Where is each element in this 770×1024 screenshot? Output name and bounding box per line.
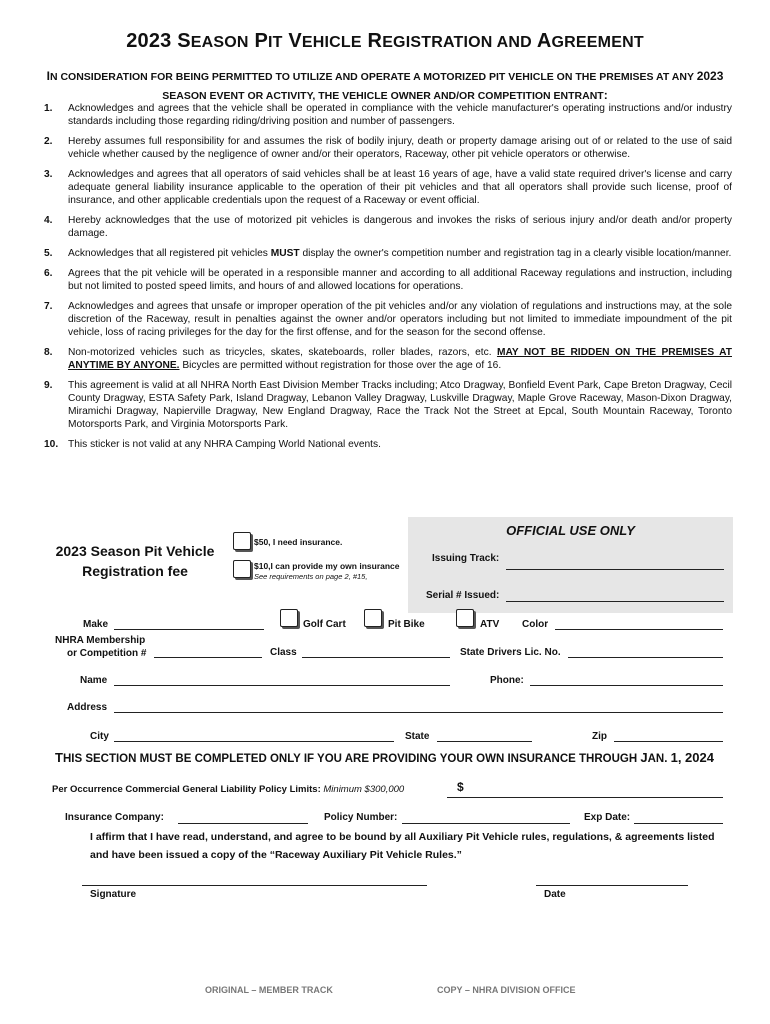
- agreement-item-emphasis: MAY NOT BE RIDDEN ON THE PREMISES AT ANYTIME BY ANYONE.: [68, 347, 732, 371]
- signature-field[interactable]: [82, 885, 427, 886]
- agreement-item-text: Agrees that the pit vehicle will be operated in a responsible manner and according to all additional Raceway regulations and instruction, including but not limited to posted speed limits, and hours of and allowed locations for operations.: [68, 268, 732, 292]
- agreement-item: [20, 168, 732, 207]
- golf-cart-label: Golf Cart: [303, 619, 346, 630]
- agreement-item: [20, 300, 732, 339]
- state-license-field[interactable]: [568, 657, 723, 658]
- policy-limits-label: [52, 784, 404, 795]
- agreement-item-number: 5.: [44, 248, 53, 259]
- agreement-item-text: Acknowledges and agrees that the vehicle shall be operated in compliance with the vehicle manufacturer's operating instructions and/or industry standards including those regarding riding/driving position and number of passengers.: [68, 103, 732, 127]
- agreement-item-text-part: Non-motorized vehicles such as tricycles, skates, skateboards, roller blades, razors, etc.: [68, 347, 497, 358]
- insurance-company-field[interactable]: [178, 823, 308, 824]
- date-field[interactable]: [536, 885, 688, 886]
- fee-option-10-label: $10,I can provide my own insurance: [254, 561, 400, 571]
- signature-label: Signature: [90, 889, 137, 900]
- agreement-item-text-part: Bicycles are permitted without registration for those over the age of 16.: [179, 360, 502, 371]
- state-label: State: [405, 731, 430, 742]
- agreement-item-number: 10.: [44, 439, 59, 450]
- pit-bike-checkbox[interactable]: [364, 609, 382, 627]
- agreement-item-text: [68, 247, 732, 260]
- fee-option-10-note: See requirements on page 2, #15,: [254, 572, 368, 581]
- agreement-item-text: [68, 346, 732, 372]
- city-field[interactable]: [114, 741, 394, 742]
- atv-label: ATV: [480, 619, 500, 630]
- nhra-membership-line2: or Competition #: [67, 648, 147, 659]
- class-field[interactable]: [302, 657, 450, 658]
- agreement-item: [20, 379, 732, 431]
- name-field[interactable]: [114, 685, 450, 686]
- agreement-item-number: 8.: [44, 347, 53, 358]
- phone-label: Phone:: [490, 675, 524, 686]
- nhra-membership-line1: NHRA Membership: [55, 635, 146, 646]
- official-use-box: [408, 517, 733, 613]
- agreement-item-number: 9.: [44, 380, 53, 391]
- affirmation-text: I affirm that I have read, understand, and agree to be bound by all Auxiliary Pit Vehicle rules, regulations, & agreements listed and have been issued a copy of the “Raceway Auxiliary Pit Vehicle Rules.”: [90, 831, 715, 861]
- make-field[interactable]: [114, 629, 264, 630]
- agreement-item-text-part: Acknowledges that all registered pit vehicles: [68, 248, 271, 259]
- agreement-item-number: 1.: [44, 103, 53, 114]
- agreement-item-number: 7.: [44, 301, 53, 312]
- insurance-50-checkbox[interactable]: [233, 532, 251, 550]
- state-license-label: State Drivers Lic. No.: [460, 647, 561, 658]
- fee-title-line2: Registration fee: [82, 563, 188, 579]
- exp-date-label: Exp Date:: [584, 812, 631, 823]
- zip-label: Zip: [592, 731, 607, 742]
- agreement-item: [20, 267, 732, 293]
- atv-checkbox[interactable]: [456, 609, 474, 627]
- issuing-track-field[interactable]: [506, 569, 724, 570]
- policy-minimum-text: Minimum $300,000: [323, 784, 405, 795]
- color-field[interactable]: [555, 629, 723, 630]
- serial-issued-field[interactable]: [506, 601, 724, 602]
- insurance-10-checkbox[interactable]: [233, 560, 251, 578]
- agreement-item: [20, 214, 732, 240]
- zip-field[interactable]: [614, 741, 723, 742]
- pit-bike-label: Pit Bike: [388, 619, 425, 630]
- agreement-item-text: Acknowledges and agrees that all operators of said vehicles shall be at least 16 years of age, have a valid state required driver's license and carry adequate general liability insurance applicable to the operation of their pit vehicles and that all operators shall provide such license, proof of insurance, and other applicable credentials upon the request of a Raceway or event official.: [68, 169, 732, 206]
- agreement-item: [20, 102, 732, 128]
- insurance-section-heading: THIS SECTION MUST BE COMPLETED ONLY IF YOU ARE PROVIDING YOUR OWN INSURANCE THROUGH JAN. 1, 2024: [55, 750, 714, 765]
- agreement-item-text: Hereby acknowledges that the use of motorized pit vehicles is dangerous and invokes the risks of serious injury and/or death and/or property damage.: [68, 215, 732, 239]
- policy-limits-field[interactable]: [447, 797, 723, 798]
- date-label: Date: [544, 889, 566, 900]
- official-use-heading: OFFICIAL USE ONLY: [506, 523, 635, 538]
- agreement-item: [20, 438, 732, 451]
- agreement-item-number: 3.: [44, 169, 53, 180]
- footer-copy: COPY – NHRA DIVISION OFFICE: [437, 985, 576, 995]
- fee-title-line1: 2023 Season Pit Vehicle: [55, 543, 215, 559]
- intro-paragraph: IN CONSIDERATION FOR BEING PERMITTED TO UTILIZE AND OPERATE A MOTORIZED PIT VEHICLE ON THE PREMISES AT ANY 2023 SEASON EVENT OR ACTIVITY, THE VEHICLE OWNER AND/OR COMPETITION ENTRANT:: [46, 69, 724, 102]
- address-label: Address: [67, 702, 108, 713]
- address-field[interactable]: [114, 712, 723, 713]
- golf-cart-checkbox[interactable]: [280, 609, 298, 627]
- agreement-item-number: 6.: [44, 268, 53, 279]
- serial-issued-label: Serial # Issued:: [426, 590, 500, 601]
- agreement-item-number: 4.: [44, 215, 53, 226]
- page-title: 2023 SEASON PIT VEHICLE REGISTRATION AND AGREEMENT: [126, 30, 644, 52]
- dollar-sign: $: [457, 780, 464, 794]
- agreement-item-text: Hereby assumes full responsibility for and assumes the risk of bodily injury, death or property damage arising out of or related to the use of said vehicle whether caused by the negligence of owner and/or their operators, Raceway, other pit vehicle operators or otherwise.: [68, 136, 732, 160]
- nhra-number-field[interactable]: [154, 657, 262, 658]
- agreement-item: [20, 135, 732, 161]
- agreement-item-text: Acknowledges and agrees that unsafe or improper operation of the pit vehicles and/or any violation of regulations and instructions may, at the sole discretion of the Raceway, result in penalties against the owner and/or operators including but not limited to immediate impoundment of the pit vehicle, loss of racing privileges for the day for the first offense, and for the season for the second offense.: [68, 301, 732, 338]
- policy-number-label: Policy Number:: [324, 812, 398, 823]
- state-field[interactable]: [437, 741, 532, 742]
- class-label: Class: [270, 647, 297, 658]
- agreement-item-text: This sticker is not valid at any NHRA Camping World National events.: [68, 439, 381, 450]
- name-label: Name: [80, 675, 108, 686]
- color-label: Color: [522, 619, 549, 630]
- agreement-item: [20, 247, 732, 260]
- fee-option-50-label: $50, I need insurance.: [254, 537, 343, 547]
- nhra-membership-label: [55, 634, 146, 660]
- fee-title: [45, 541, 225, 581]
- phone-field[interactable]: [530, 685, 723, 686]
- footer-original: ORIGINAL – MEMBER TRACK: [205, 985, 333, 995]
- agreement-item-text-part: display the owner's competition number and registration tag in a clearly visible location/manner.: [299, 248, 732, 259]
- insurance-company-label: Insurance Company:: [65, 812, 164, 823]
- agreement-item-number: 2.: [44, 136, 53, 147]
- exp-date-field[interactable]: [634, 823, 723, 824]
- policy-limits-text: Per Occurrence Commercial General Liability Policy Limits:: [52, 784, 321, 795]
- issuing-track-label: Issuing Track:: [432, 553, 500, 564]
- policy-number-field[interactable]: [402, 823, 570, 824]
- make-label: Make: [83, 619, 109, 630]
- agreement-item-emphasis: MUST: [270, 248, 300, 259]
- agreement-item-text: This agreement is valid at all NHRA North East Division Member Tracks including; Atco Dragway, Bonfield Event Park, Cape Breton Dragway, Cecil County Dragway, ESTA Safety Park, Island Dragway, Lebanon Valley Dragway, Luskville Dragway, Maple Grove Raceway, Mason-Dixon Dragway, Miramichi Dragway, Napierville Dragway, New England Dragway, Race the Track Not the Street at Epcal, South Mountain Raceway, Toronto Motorsports Park, and Virginia Motorsports Park.: [68, 380, 732, 430]
- city-label: City: [90, 731, 109, 742]
- agreement-list: [20, 102, 732, 458]
- agreement-item: [20, 346, 732, 372]
